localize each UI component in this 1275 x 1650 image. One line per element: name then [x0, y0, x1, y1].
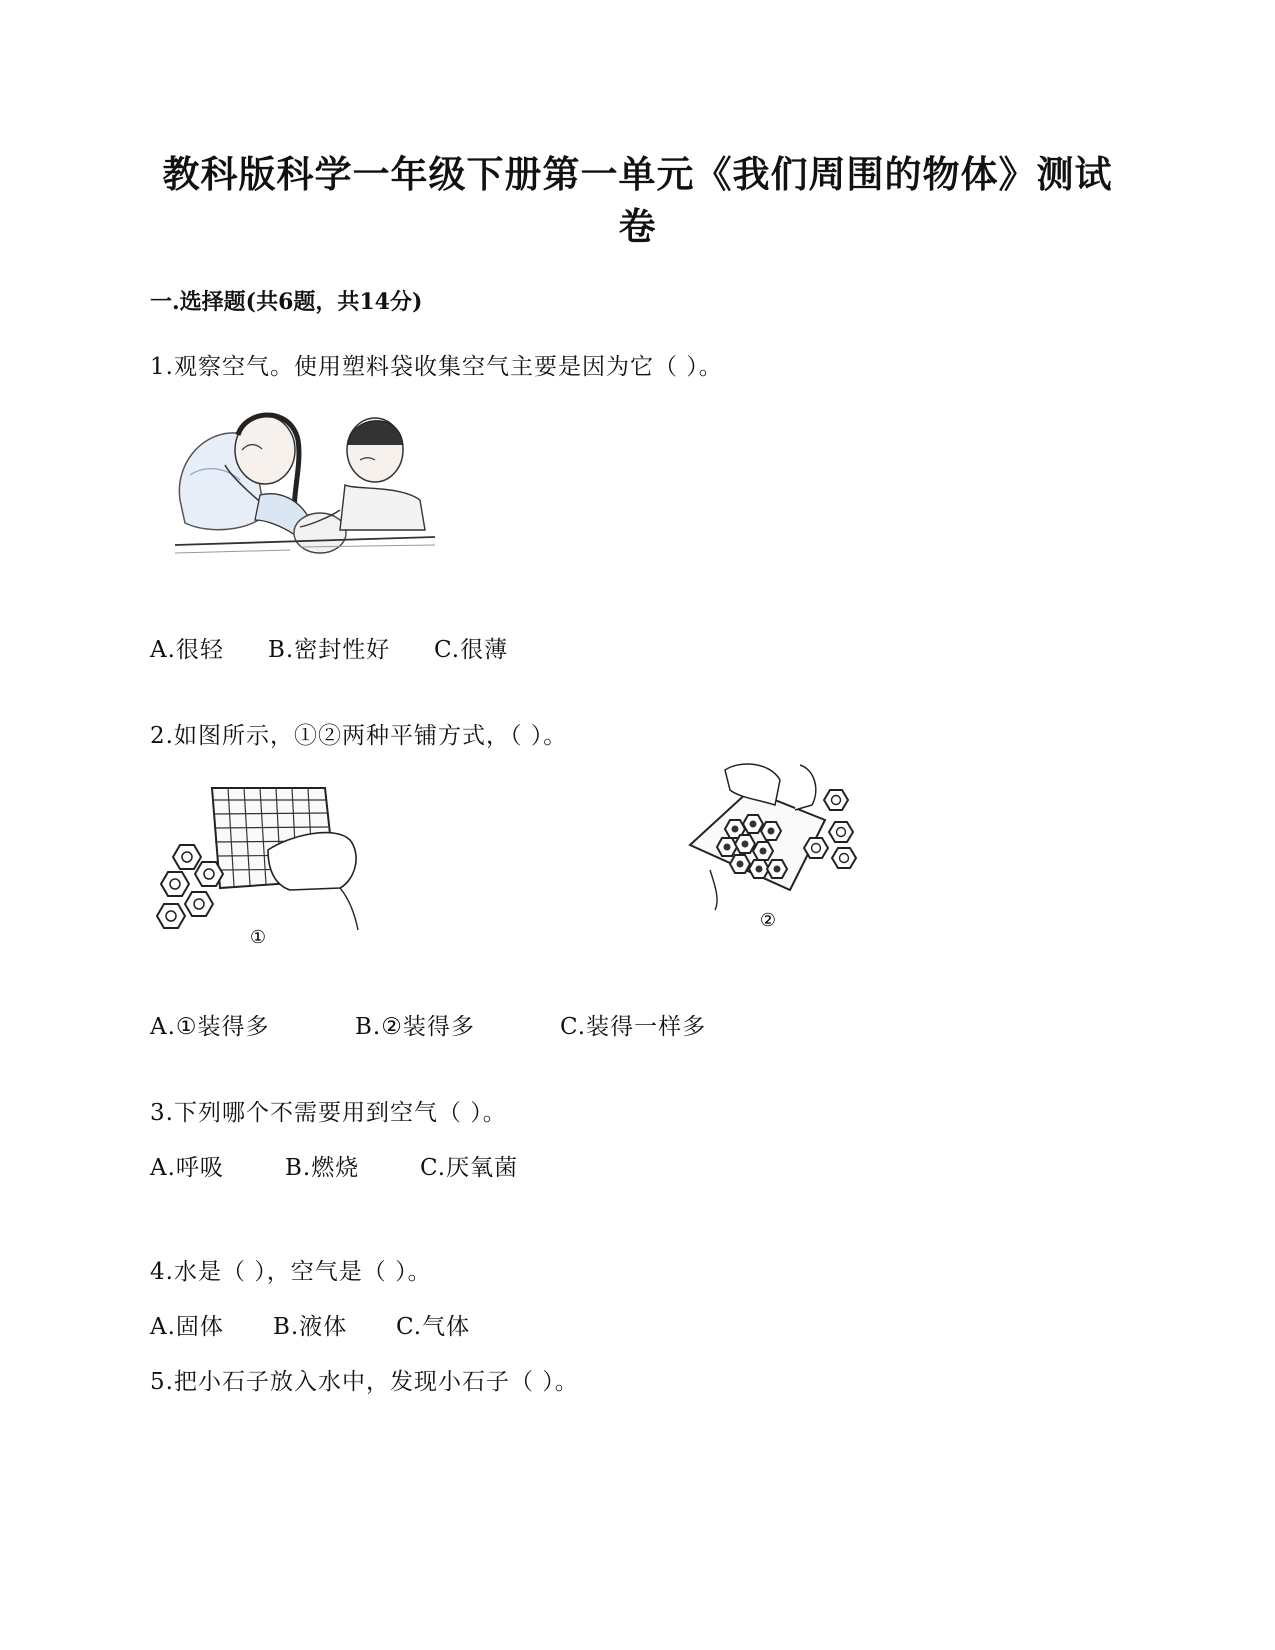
option-c[interactable]: C.气体: [396, 1314, 471, 1340]
option-b[interactable]: B.②装得多: [355, 1014, 475, 1040]
question-4-stem: 4.水是（ ），空气是（ ）。: [150, 1259, 432, 1285]
question-2-options: [150, 1008, 706, 1041]
question-1-options: [150, 631, 508, 664]
option-a[interactable]: A.①装得多: [150, 1014, 270, 1040]
option-c[interactable]: C.很薄: [434, 637, 509, 663]
figure-label-1: ①: [249, 927, 267, 948]
option-a[interactable]: A.固体: [150, 1314, 224, 1340]
option-c[interactable]: C.厌氧菌: [420, 1155, 519, 1181]
tiling-method-2-illustration: [680, 760, 880, 940]
question-5-stem: 5.把小石子放入水中，发现小石子（ ）。: [150, 1369, 579, 1395]
question-3-options: [150, 1149, 518, 1182]
option-a[interactable]: A.很轻: [150, 637, 224, 663]
page-title: [120, 148, 1155, 252]
children-air-bag-illustration: [170, 405, 440, 580]
option-b[interactable]: B.密封性好: [268, 637, 391, 663]
option-c[interactable]: C.装得一样多: [560, 1014, 707, 1040]
figure-label-2: ②: [759, 910, 777, 931]
title-line-1: 教科版科学一年级下册第一单元《我们周围的物体》测试: [162, 152, 1113, 196]
section-heading: 一.选择题(共6题，共14分): [150, 289, 423, 315]
option-a[interactable]: A.呼吸: [150, 1155, 224, 1181]
question-1-stem: 1.观察空气。使用塑料袋收集空气主要是因为它（ ）。: [150, 354, 723, 380]
question-3-stem: 3.下列哪个不需要用到空气（ ）。: [150, 1100, 507, 1126]
title-line-2: 卷: [618, 204, 657, 248]
tiling-method-1-illustration: [150, 780, 390, 955]
option-b[interactable]: B.液体: [273, 1314, 348, 1340]
question-4-options: [150, 1308, 470, 1341]
question-2-stem: 2.如图所示，①②两种平铺方式，（ ）。: [150, 723, 568, 749]
option-b[interactable]: B.燃烧: [285, 1155, 360, 1181]
